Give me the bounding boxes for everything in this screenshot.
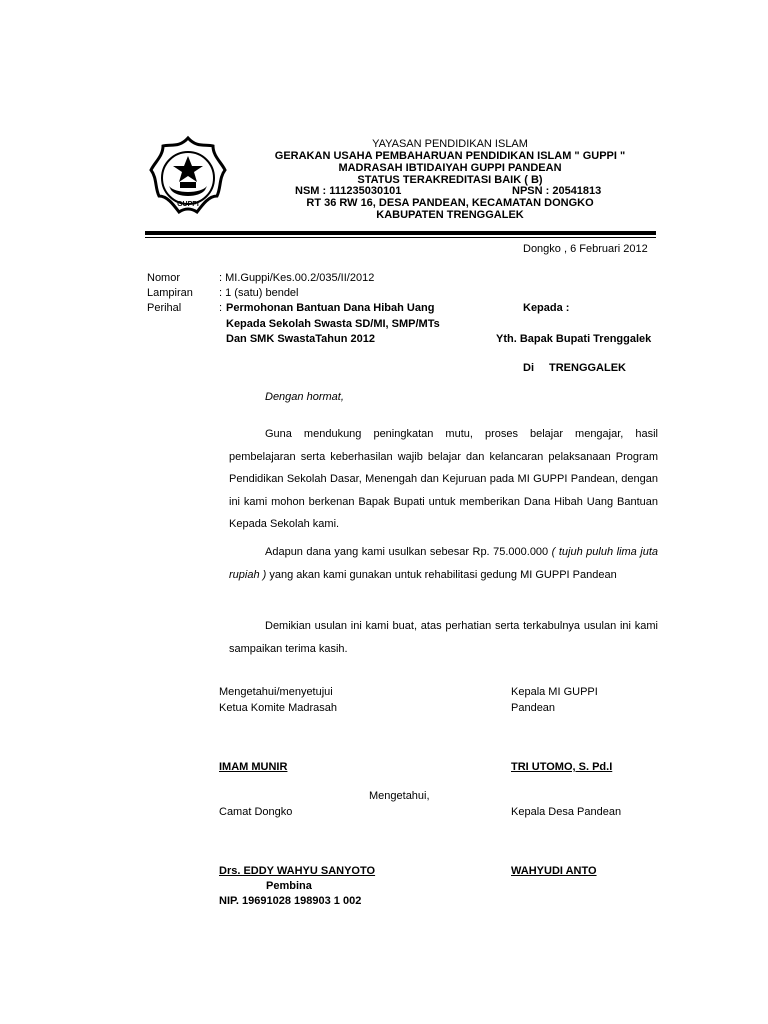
organization-name: GERAKAN USAHA PEMBAHARUAN PENDIDIKAN ISLAM " GUPPI "	[274, 150, 626, 162]
recipient-place: TRENGGALEK	[549, 362, 626, 374]
perihal-line-1: Permohonan Bantuan Dana Hibah Uang	[226, 302, 435, 314]
district-head-nip: NIP. 19691028 198903 1 002	[219, 895, 362, 907]
amount-text: Adapun dana yang kami usulkan sebesar Rp. 75.000.000	[265, 546, 552, 558]
guppi-logo	[147, 134, 229, 220]
nomor-label: Nomor	[147, 272, 181, 284]
foundation-name: YAYASAN PENDIDIKAN ISLAM	[372, 138, 528, 150]
lampiran-value: : 1 (satu) bendel	[219, 287, 299, 299]
committee-chair-name: IMAM MUNIR	[219, 761, 288, 773]
district-head-name: Drs. EDDY WAHYU SANYOTO	[219, 865, 376, 877]
district-head-rank: Pembina	[266, 880, 312, 892]
nomor-value: : MI.Guppi/Kes.00.2/035/II/2012	[219, 272, 375, 284]
school-address: RT 36 RW 16, DESA PANDEAN, KECAMATAN DONGKO	[306, 197, 594, 209]
sign-center-mengetahui: Mengetahui,	[369, 790, 430, 802]
school-name: MADRASAH IBTIDAIYAH GUPPI PANDEAN	[338, 162, 562, 174]
paragraph-request: Guna mendukung peningkatan mutu, proses belajar mengajar, hasil pembelajaran serta keberhasilan wajib belajar dan kelancaran pelaksanaan Program Pendidikan Sekolah Dasar, Menengah dan Kejuruan pada MI GUPPI Pandean, dengan ini kami mohon berkenan Bapak Bupati untuk memberikan Dana Hibah Uang Bantuan Kepada Sekolah kami.	[229, 428, 658, 530]
nsm-number: NSM : 111235030101	[295, 185, 402, 197]
headmaster-name: TRI UTOMO, S. Pd.I	[511, 761, 613, 773]
salutation: Dengan hormat,	[265, 391, 344, 403]
recipient-addressee: Yth. Bapak Bupati Trenggalek	[496, 333, 652, 345]
village-head-name: WAHYUDI ANTO	[511, 865, 597, 877]
npsn-number: NPSN : 20541813	[512, 185, 602, 197]
logo-text: GUPPI	[177, 201, 199, 208]
lampiran-label: Lampiran	[147, 287, 193, 299]
sign-right-line-2: Pandean	[511, 702, 556, 714]
paragraph-closing: Demikian usulan ini kami buat, atas perhatian serta terkabulnya usulan ini kami sampaikan terima kasih.	[229, 620, 658, 655]
paragraph-amount	[229, 541, 658, 586]
amount-in-words: ( tujuh puluh lima juta rupiah )	[229, 546, 658, 581]
recipient-kepada: Kepada :	[523, 302, 570, 314]
school-regency: KABUPATEN TRENGGALEK	[376, 209, 524, 221]
sign-left-line-1: Mengetahui/menyetujui	[219, 686, 333, 698]
letterhead-divider-thick	[145, 231, 656, 235]
letterhead-divider-thin	[145, 237, 656, 238]
recipient-di: Di	[523, 362, 534, 374]
sign-right-line-1: Kepala MI GUPPI	[511, 686, 598, 698]
sign-left-title-2: Camat Dongko	[219, 806, 293, 818]
sign-right-title-2: Kepala Desa Pandean	[511, 806, 622, 818]
accreditation-status: STATUS TERAKREDITASI BAIK ( B)	[357, 174, 543, 186]
perihal-line-3: Dan SMK SwastaTahun 2012	[226, 333, 375, 345]
letter-date: Dongko , 6 Februari 2012	[523, 243, 648, 255]
amount-purpose: yang akan kami gunakan untuk rehabilitasi gedung MI GUPPI Pandean	[266, 568, 617, 581]
sign-left-line-2: Ketua Komite Madrasah	[219, 702, 338, 714]
perihal-line-2: Kepada Sekolah Swasta SD/MI, SMP/MTs	[226, 318, 440, 330]
perihal-label: Perihal	[147, 302, 182, 314]
perihal-colon: :	[219, 302, 223, 314]
